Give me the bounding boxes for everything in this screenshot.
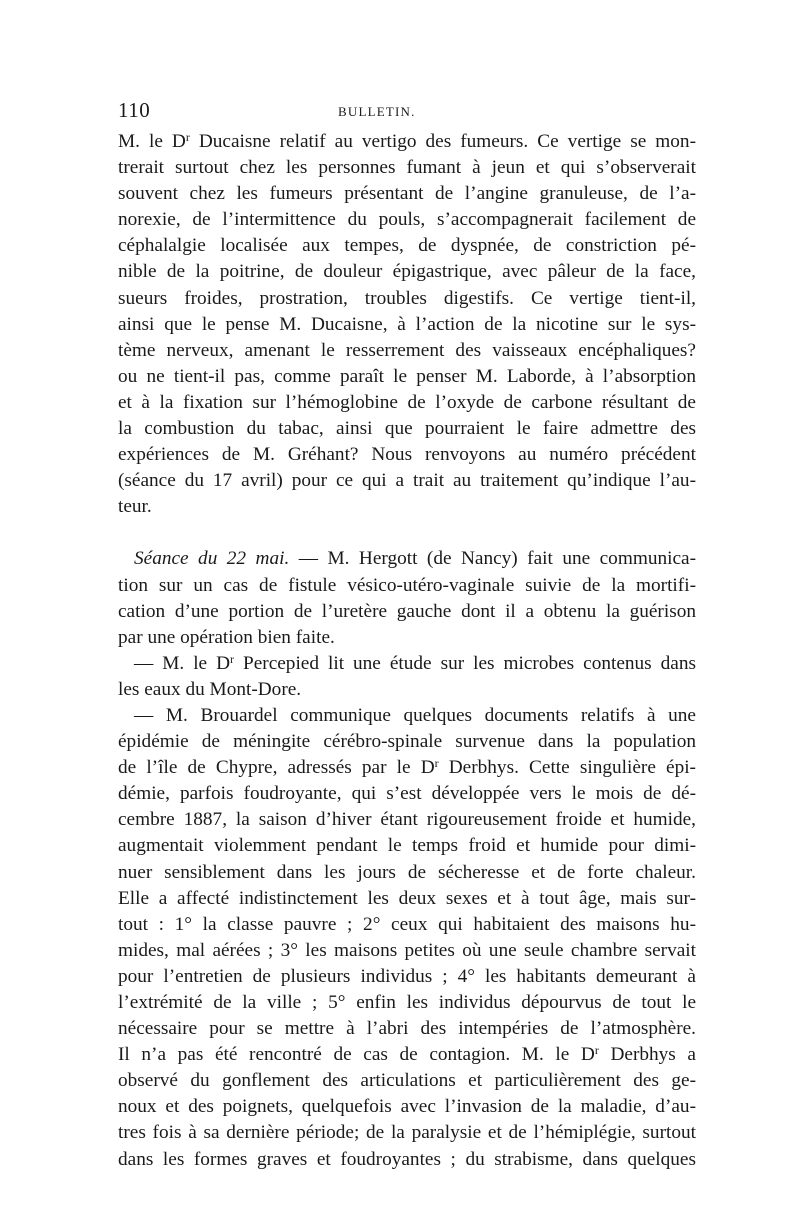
text-line: M. le $D^r$ Ducaisne relatif au vertigo des fumeurs. Ce vertige se mon-: [118, 130, 696, 152]
text-line: expériences de M. Gréhant? Nous renvoyons au numéro précédent: [118, 444, 696, 466]
text-line: cation d’une portion de l’uretère gauche dont il a obtenu la guérison: [118, 600, 696, 622]
page-header: [118, 98, 698, 128]
text-line: souvent chez les fumeurs présentant de l’angine granuleuse, de l’a-: [118, 183, 696, 205]
seance-label: Séance du 22 mai.: [134, 548, 290, 570]
text-line: l’extrémité de la ville ; 5° enfin les individus dépourvus de tout le: [118, 992, 696, 1013]
text-line: sueurs froides, prostration, troubles digestifs. Ce vertige tient-il,: [118, 287, 696, 309]
text-line: nuer sensiblement dans les jours de sécheresse et de forte chaleur.: [118, 861, 696, 883]
text-line: céphalalgie localisée aux tempes, de dyspnée, de constriction pé-: [118, 235, 696, 257]
text-line: norexie, de l’intermittence du pouls, s’accompagnerait facilement de: [118, 209, 696, 231]
text-line: trerait surtout chez les personnes fumant à jeun et qui s’observerait: [118, 157, 696, 179]
text-line: ou ne tient-il pas, comme paraît le penser M. Laborde, à l’absorption: [118, 365, 696, 387]
text-line: teur.: [118, 496, 152, 518]
paragraph-gap: [118, 520, 696, 546]
text-line: nible de la poitrine, de douleur épigastrique, avec pâleur de la face,: [118, 261, 696, 283]
text-line: épidémie de méningite cérébro-spinale survenue dans la population: [118, 731, 696, 753]
text-line: tème nerveux, amenant le resserrement des vaisseaux encéphaliques?: [118, 339, 696, 361]
text-line: la combustion du tabac, ainsi que pourraient le faire admettre des: [118, 418, 696, 440]
text-line: et à la fixation sur l’hémoglobine de l’oxyde de carbone résultant de: [118, 391, 696, 413]
text-line: Séance du 22 mai. — M. Hergott (de Nancy) fait une communica-: [134, 548, 696, 570]
text-line: tout : 1° la classe pauvre ; 2° ceux qui habitaient des maisons hu-: [118, 913, 696, 935]
text-line: observé du gonflement des articulations et particulièrement des ge-: [118, 1070, 696, 1092]
text-line: tion sur un cas de fistule vésico-utéro-vaginale suivie de la mortifi-: [118, 574, 696, 596]
text-line: — M. le $D^r$ Percepied lit une étude sur les microbes contenus dans: [134, 651, 697, 674]
text-line: par une opération bien faite.: [118, 626, 335, 648]
text-line: cembre 1887, la saison d’hiver étant rigoureusement froide et humide,: [118, 809, 696, 831]
text-line: démie, parfois foudroyante, qui s’est développée vers le mois de dé-: [118, 783, 696, 805]
text-line: tres fois à sa dernière période; de la paralysie et de l’hémiplégie, surtout: [118, 1122, 696, 1144]
text-line: (séance du 17 avril) pour ce qui a trait au traitement qu’indique l’au-: [118, 470, 696, 492]
text-line: pour l’entretien de plusieurs individus ; 4° les habitants demeurant à: [118, 965, 696, 987]
text-line: nécessaire pour se mettre à l’abri des intempéries de l’atmosphère.: [118, 1018, 696, 1040]
text-line: mides, mal aérées ; 3° les maisons petites où une seule chambre servait: [118, 939, 696, 961]
text-line: noux et des poignets, quelquefois avec l’invasion de la maladie, d’au-: [118, 1096, 696, 1118]
text-line: Il n’a pas été rencontré de cas de contagion. M. le $D^r$ Derbhys a: [118, 1043, 696, 1066]
text-line: les eaux du Mont-Dore.: [118, 678, 302, 700]
text-line: de l’île de Chypre, adressés par le $D^r$ Derbhys. Cette singulière épi-: [118, 756, 696, 779]
running-title: BULLETIN.: [338, 104, 416, 119]
text-line: ainsi que le pense M. Ducaisne, à l’action de la nicotine sur le sys-: [118, 313, 696, 335]
text-line: — M. Brouardel communique quelques documents relatifs à une: [134, 704, 696, 726]
text-line: augmentait violemment pendant le temps froid et humide pour dimi-: [118, 835, 696, 857]
body-text: [118, 129, 696, 1173]
page-number: 110: [118, 98, 151, 122]
text-line: dans les formes graves et foudroyantes ; du strabisme, dans quelques: [118, 1148, 696, 1170]
text-line: Elle a affecté indistinctement les deux sexes et à tout âge, mais sur-: [118, 887, 696, 909]
